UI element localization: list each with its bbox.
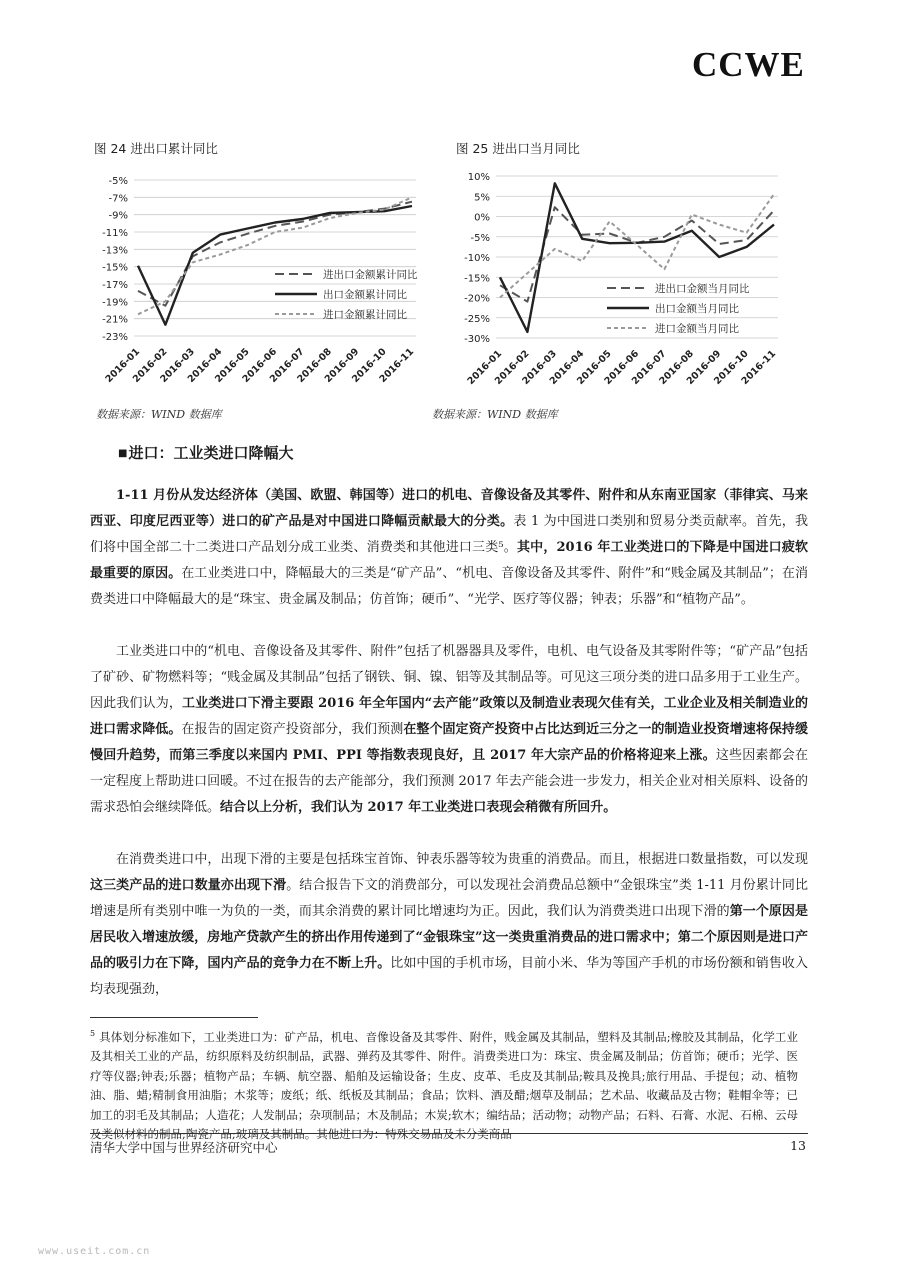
y-tick-label: -20% — [464, 293, 490, 305]
series-line — [500, 194, 774, 297]
y-tick-label: -15% — [464, 273, 490, 285]
x-tick-label: 2016-06 — [240, 346, 280, 385]
y-tick-label: -5% — [470, 232, 490, 244]
y-tick-label: -21% — [102, 314, 128, 326]
text-run: 在消费类进口中，出现下滑的主要是包括珠宝首饰、钟表乐器等较为贵重的消费品。而且，根据进口数量指数，可以发现 — [116, 852, 808, 867]
cumulative-yoy-line-chart — [90, 160, 450, 400]
section-heading — [118, 442, 293, 463]
y-tick-label: -17% — [102, 280, 128, 291]
x-tick-label: 2016-08 — [657, 348, 696, 387]
y-tick-label: -13% — [102, 245, 128, 257]
legend-label: 进出口金额累计同比 — [323, 269, 418, 281]
x-tick-label: 2016-10 — [712, 348, 751, 387]
x-tick-label: 2016-03 — [520, 348, 559, 387]
y-tick-label: 0% — [474, 212, 490, 224]
text-run: 比如中国的手机市场，目前小米、华为等国产手机的市场份额和销售收入均表现强劲， — [90, 956, 808, 997]
x-tick-label: 2016-10 — [350, 346, 389, 385]
x-tick-label: 2016-05 — [213, 346, 252, 385]
x-tick-label: 2016-09 — [322, 346, 362, 385]
y-tick-label: 5% — [474, 192, 490, 204]
y-tick-label: -5% — [108, 176, 128, 187]
section-heading-text: 进口：工业类进口降幅大 — [128, 444, 294, 462]
x-tick-label: 2016-04 — [547, 348, 587, 387]
text-run: 。结合报告下文的消费部分，可以发现社会消费品总额中“金银珠宝”类 1-11 月份累计同比增速是所有类别中唯一为负的一类，而其余消费的累计同比增速均为正。因此，我们认为消费类进口出现下滑的 — [90, 878, 808, 919]
y-tick-label: -15% — [102, 262, 128, 274]
y-tick-label: -7% — [108, 193, 128, 205]
figure-25-source: 数据来源：WIND 数据库 — [432, 408, 558, 421]
x-tick-label: 2016-05 — [575, 348, 614, 387]
legend-label: 出口金额当月同比 — [655, 303, 739, 315]
ccwe-logo: CCWE — [692, 45, 805, 84]
bold-text-run: 这三类产品的进口数量亦出现下滑 — [90, 878, 287, 893]
page-number: 13 — [790, 1138, 806, 1153]
legend-label: 出口金额累计同比 — [323, 289, 407, 301]
footer-divider — [90, 1133, 808, 1134]
text-run: 这些因素都会在一定程度上帮助进口回暖。不过在报告的去产能部分，我们预测 2017 年去产能会进一步发力，相关企业对相关原料、设备的需求恐怕会继续降低。 — [90, 748, 808, 815]
y-tick-label: -10% — [464, 253, 490, 264]
y-tick-label: -30% — [464, 334, 490, 345]
paragraph-industrial-imports — [90, 639, 808, 821]
y-tick-label: -11% — [102, 228, 128, 239]
x-tick-label: 2016-03 — [158, 346, 197, 385]
y-tick-label: -19% — [102, 297, 128, 309]
x-tick-label: 2016-02 — [130, 346, 170, 385]
legend-label: 进出口金额当月同比 — [655, 283, 750, 295]
paragraph-import-overview — [90, 483, 808, 613]
text-run: 在报告的固定资产投资部分，我们预测 — [181, 722, 404, 737]
bold-text-run: 结合以上分析，我们认为 2017 年工业类进口表现会稍微有所回升。 — [220, 800, 617, 815]
y-tick-label: 10% — [467, 172, 490, 183]
x-tick-label: 2016-04 — [185, 346, 225, 385]
x-tick-label: 2016-07 — [267, 346, 307, 385]
footnote-mark: 5 — [90, 1029, 96, 1038]
bold-text-run: 1-11 月份从发达经济体（美国、欧盟、韩国等）进口的机电、音像设备及其零件、附件和从东南亚国家（菲律宾、马来西亚、印度尼西亚等）进口的矿产品是对中国进口降幅贡献最大的分类。 — [90, 488, 808, 529]
footer-institution: 清华大学中国与世界经济研究中心 — [90, 1140, 278, 1155]
x-tick-label: 2016-11 — [377, 346, 417, 385]
bold-text-run: 第一个原因是居民收入增速放缓，房地产贷款产生的挤出作用传递到了“金银珠宝”这一类贵重消费品的进口需求中；第二个原因则是进口产品的吸引力在下降，国内产品的竞争力在不断上升。 — [90, 904, 808, 971]
series-line — [138, 206, 412, 325]
bold-text-run: 工业类进口下滑主要跟 2016 年全年国内“去产能”政策以及制造业表现欠佳有关，工业企业及相关制造业的进口需求降低。 — [90, 696, 808, 737]
y-tick-label: -9% — [108, 210, 128, 222]
x-tick-label: 2016-09 — [684, 348, 724, 387]
x-tick-label: 2016-07 — [629, 348, 669, 387]
site-watermark: www.useit.com.cn — [38, 1246, 151, 1257]
legend-label: 进口金额当月同比 — [655, 323, 739, 335]
text-run: 工业类进口中的“机电、音像设备及其零件、附件”包括了机器器具及零件，电机、电气设备及其零附件等；“矿产品”包括了矿砂、矿物燃料等；“贱金属及其制品”包括了钢铁、铜、镍、铝等及其制品等。可见这三项分类的进口品多用于工业生产。因此我们认为， — [90, 644, 808, 711]
x-tick-label: 2016-08 — [295, 346, 334, 385]
footnote-5 — [90, 1024, 798, 1145]
text-run: 在工业类进口中，降幅最大的三类是“矿产品”、“机电、音像设备及其零件、附件”和“贱金属及其制品”；在消费类进口中降幅最大的是“珠宝、贵金属及制品；仿首饰；硬币”、“光学、医疗等仪器；钟表；乐器”和“植物产品”。 — [90, 566, 808, 607]
footnote-divider — [90, 1017, 258, 1018]
y-tick-label: -23% — [102, 332, 128, 343]
footnote-text: 具体划分标准如下，工业类进口为：矿产品，机电、音像设备及其零件、附件，贱金属及其制品，塑料及其制品;橡胶及其制品，化学工业及其相关工业的产品，纺织原料及纺织制品，武器、弹药及其零件、附件。消费类进口为：珠宝、贵金属及制品；仿首饰；硬币；光学、医疗等仪器;钟表;乐器；植物产品；车辆、航空器、船舶及运输设备；生皮、皮革、毛皮及其制品;鞍具及挽具;旅行用品、手提包；动、植物油、脂、蜡;精制食用油脂；木浆等；废纸；纸、纸板及其制品；食品；饮料、酒及醋;烟草及制品；艺术品、收藏品及古物；鞋帽伞等；已加工的羽毛及其制品；人造花；人发制品；杂项制品；木及制品；木炭;软木；编结品；活动物；动物产品；石料、石膏、水泥、石棉、云母及类似材料的制品;陶瓷产品;玻璃及其制品。其他进口为：特殊交易品及未分类商品 — [90, 1029, 798, 1142]
square-bullet-icon: ■ — [118, 448, 128, 459]
text-run: 表 1 为中国进口类别和贸易分类贡献率。首先，我们将中国全部二十二类进口产品划分成工业类、消费类和其他进口三类⁵。 — [90, 514, 808, 555]
figure-24-source: 数据来源：WIND 数据库 — [96, 408, 222, 421]
x-tick-label: 2016-11 — [739, 348, 779, 387]
figure-24-title: 图 24 进出口累计同比 — [94, 141, 218, 156]
x-tick-label: 2016-01 — [103, 346, 143, 385]
bold-text-run: 在整个固定资产投资中占比达到近三分之一的制造业投资增速将保持缓慢回升趋势，而第三季度以来国内 PMI、PPI 等指数表现良好，且 2017 年大宗产品的价格将迎来上涨。 — [90, 722, 808, 763]
figure-25-title: 图 25 进出口当月同比 — [456, 141, 580, 156]
x-tick-label: 2016-06 — [602, 348, 642, 387]
bold-text-run: 其中，2016 年工业类进口的下降是中国进口疲软最重要的原因。 — [90, 540, 808, 581]
y-tick-label: -25% — [464, 313, 490, 325]
legend-label: 进口金额累计同比 — [323, 309, 407, 321]
monthly-yoy-line-chart — [452, 160, 812, 400]
x-tick-label: 2016-01 — [465, 348, 505, 387]
x-tick-label: 2016-02 — [492, 348, 532, 387]
paragraph-consumer-imports — [90, 847, 808, 1003]
